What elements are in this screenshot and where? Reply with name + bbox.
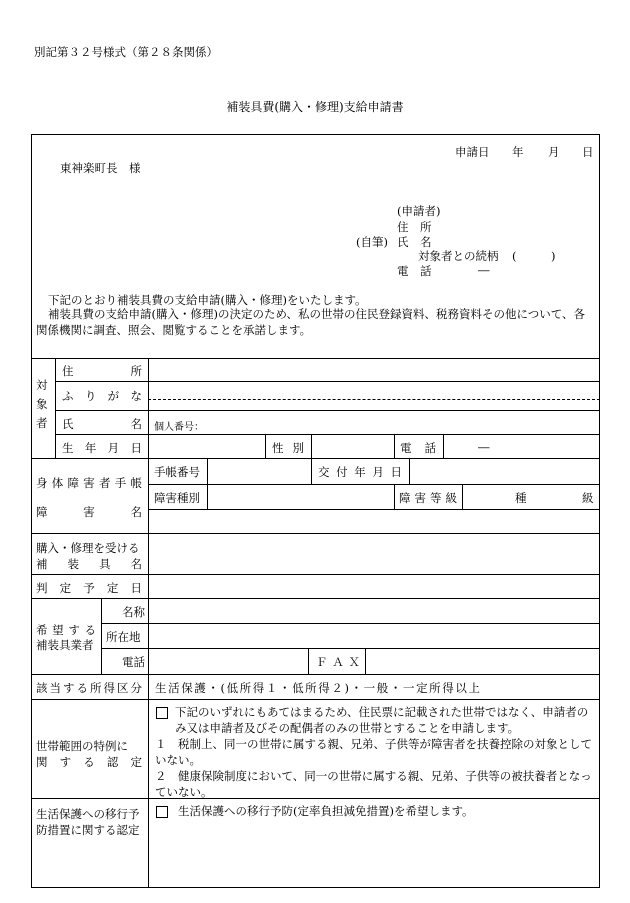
vendor-phone-label: 電 話 [122, 655, 145, 669]
household-check-text: 下記のいずれにもあてはまるため、住民票に記載された世帯ではなく、申請者のみ又は申請者及びその配偶者のみの世帯とすることを申請します。 [175, 705, 589, 735]
rule [31, 358, 600, 359]
device-label-line2: 補 装 具 名 [36, 557, 142, 571]
rule [101, 648, 600, 649]
welfare-label-line2: 防措置に関する認定 [36, 823, 140, 837]
applicant-label: (申請者) [397, 204, 441, 218]
rule [101, 623, 600, 624]
applicant-phone-dash: ― [478, 263, 490, 277]
income-label: 該 当 す る 所 得 区 分 [36, 681, 142, 695]
grade-kind-label: 種 [515, 491, 527, 505]
date-label: 申請日 [455, 145, 490, 159]
form-number: 別記第３２号様式（第２８条関係） [34, 45, 218, 59]
rule-vertical [409, 458, 410, 484]
rule-vertical [55, 358, 56, 458]
addressee: 東神楽町長 様 [60, 161, 141, 175]
subject-phone-label: 電 話 [400, 441, 436, 455]
handbook-label: 身 体 障 害 者 手 帳 [36, 476, 142, 490]
rule [31, 533, 600, 534]
relation-label: 対象者との続柄 [418, 249, 499, 263]
applicant-phone-label: 電 話 [397, 264, 432, 278]
household-item-2: ２ 健康保険制度において、同一の世帯に属する親、兄弟、子供等の被扶養者となっていない。 [155, 769, 592, 799]
rule-dashed [148, 399, 600, 400]
vendor-location-label: 所在地 [106, 630, 141, 644]
handbook-number-label: 手帳番号 [154, 465, 200, 479]
rule [31, 598, 600, 599]
rule-vertical [207, 458, 208, 509]
welfare-check-text: 生活保護への移行予防(定率負担減免措置)を希望します。 [178, 804, 474, 818]
device-label-line1: 購入・修理を受ける [36, 541, 140, 555]
relation-paren: ( ) [512, 249, 556, 263]
rule [55, 434, 600, 435]
subject-phone-dash: ― [478, 440, 490, 454]
vendor-label-line2: 補装具業者 [36, 638, 94, 652]
judgment-date-label: 判 定 予 定 日 [36, 581, 142, 595]
date-day-label: 日 [582, 145, 594, 159]
rule [55, 381, 600, 382]
grade-class-label: 級 [582, 491, 594, 505]
statement-consent: 補装具費の支給申請(購入・修理)の決定のため、私の世帯の住民登録資料、税務資料その他について、各関係機関に調査、照会、閲覧することを承諾します。 [36, 307, 586, 337]
applicant-name-label: 氏 名 [397, 235, 432, 249]
subject-sex-label: 性 別 [272, 441, 304, 455]
document-title: 補装具費(購入・修理)支給申請書 [226, 100, 404, 114]
rule [31, 674, 600, 675]
rule-vertical [394, 434, 395, 458]
rule [55, 410, 600, 411]
household-checkbox[interactable] [156, 707, 174, 721]
rule [31, 574, 600, 575]
applicant-address-label: 住 所 [397, 220, 432, 234]
subject-furigana-label: ふ り が な [62, 389, 142, 403]
subject-birthdate-label: 生 年 月 日 [62, 441, 142, 455]
date-month-label: 月 [548, 145, 560, 159]
subject-group-label [36, 376, 50, 433]
rule-vertical [311, 458, 312, 484]
personal-number-label: 個人番号： [154, 422, 204, 433]
disability-type-label: 障害種別 [154, 491, 200, 505]
subject-group-char-3: 者 [36, 416, 48, 430]
rule-vertical [462, 484, 463, 509]
rule-vertical [394, 484, 395, 509]
rule-vertical [308, 648, 309, 674]
handbook-issue-date-label: 交 付 年 月 日 [318, 465, 402, 479]
rule [148, 509, 600, 510]
rule-vertical [265, 434, 266, 458]
vendor-label-line1: 希 望 す る [36, 623, 96, 637]
welfare-checkbox[interactable] [156, 806, 174, 820]
rule-vertical [311, 434, 312, 458]
household-label-line2: 関 す る 認 定 [36, 755, 142, 769]
rule [31, 458, 600, 459]
date-year-label: 年 [512, 145, 524, 159]
rule [31, 699, 600, 700]
rule-vertical [365, 648, 366, 674]
household-item-1: １ 税制上、同一の世帯に属する親、兄弟、子供等が障害者を扶養控除の対象としていない。 [155, 737, 592, 767]
disability-name-label: 障 害 名 [36, 505, 142, 519]
welfare-label-line1: 生活保護への移行予 [36, 807, 140, 821]
rule-vertical [148, 358, 149, 888]
vendor-fax-label: Ｆ Ａ Ｘ [316, 655, 360, 669]
statement-request: 下記のとおり補装具費の支給申請(購入・修理)をいたします。 [48, 293, 367, 307]
subject-group-char-1: 対 [36, 378, 48, 392]
household-label-line1: 世帯範囲の特例に [36, 739, 128, 753]
subject-group-char-2: 象 [36, 397, 48, 411]
subject-name-label: 氏 名 [62, 417, 142, 431]
rule-vertical [101, 598, 102, 674]
income-options: 生活保護・(低所得１・低所得２)・一般・一定所得以上 [155, 681, 482, 695]
subject-address-label: 住 所 [62, 364, 142, 378]
vendor-name-label: 名 称 [122, 605, 145, 619]
rule [148, 484, 600, 485]
rule-vertical [443, 434, 444, 458]
disability-grade-label: 障 害 等 級 [399, 491, 457, 505]
self-sign-label: (自筆) [356, 235, 388, 249]
